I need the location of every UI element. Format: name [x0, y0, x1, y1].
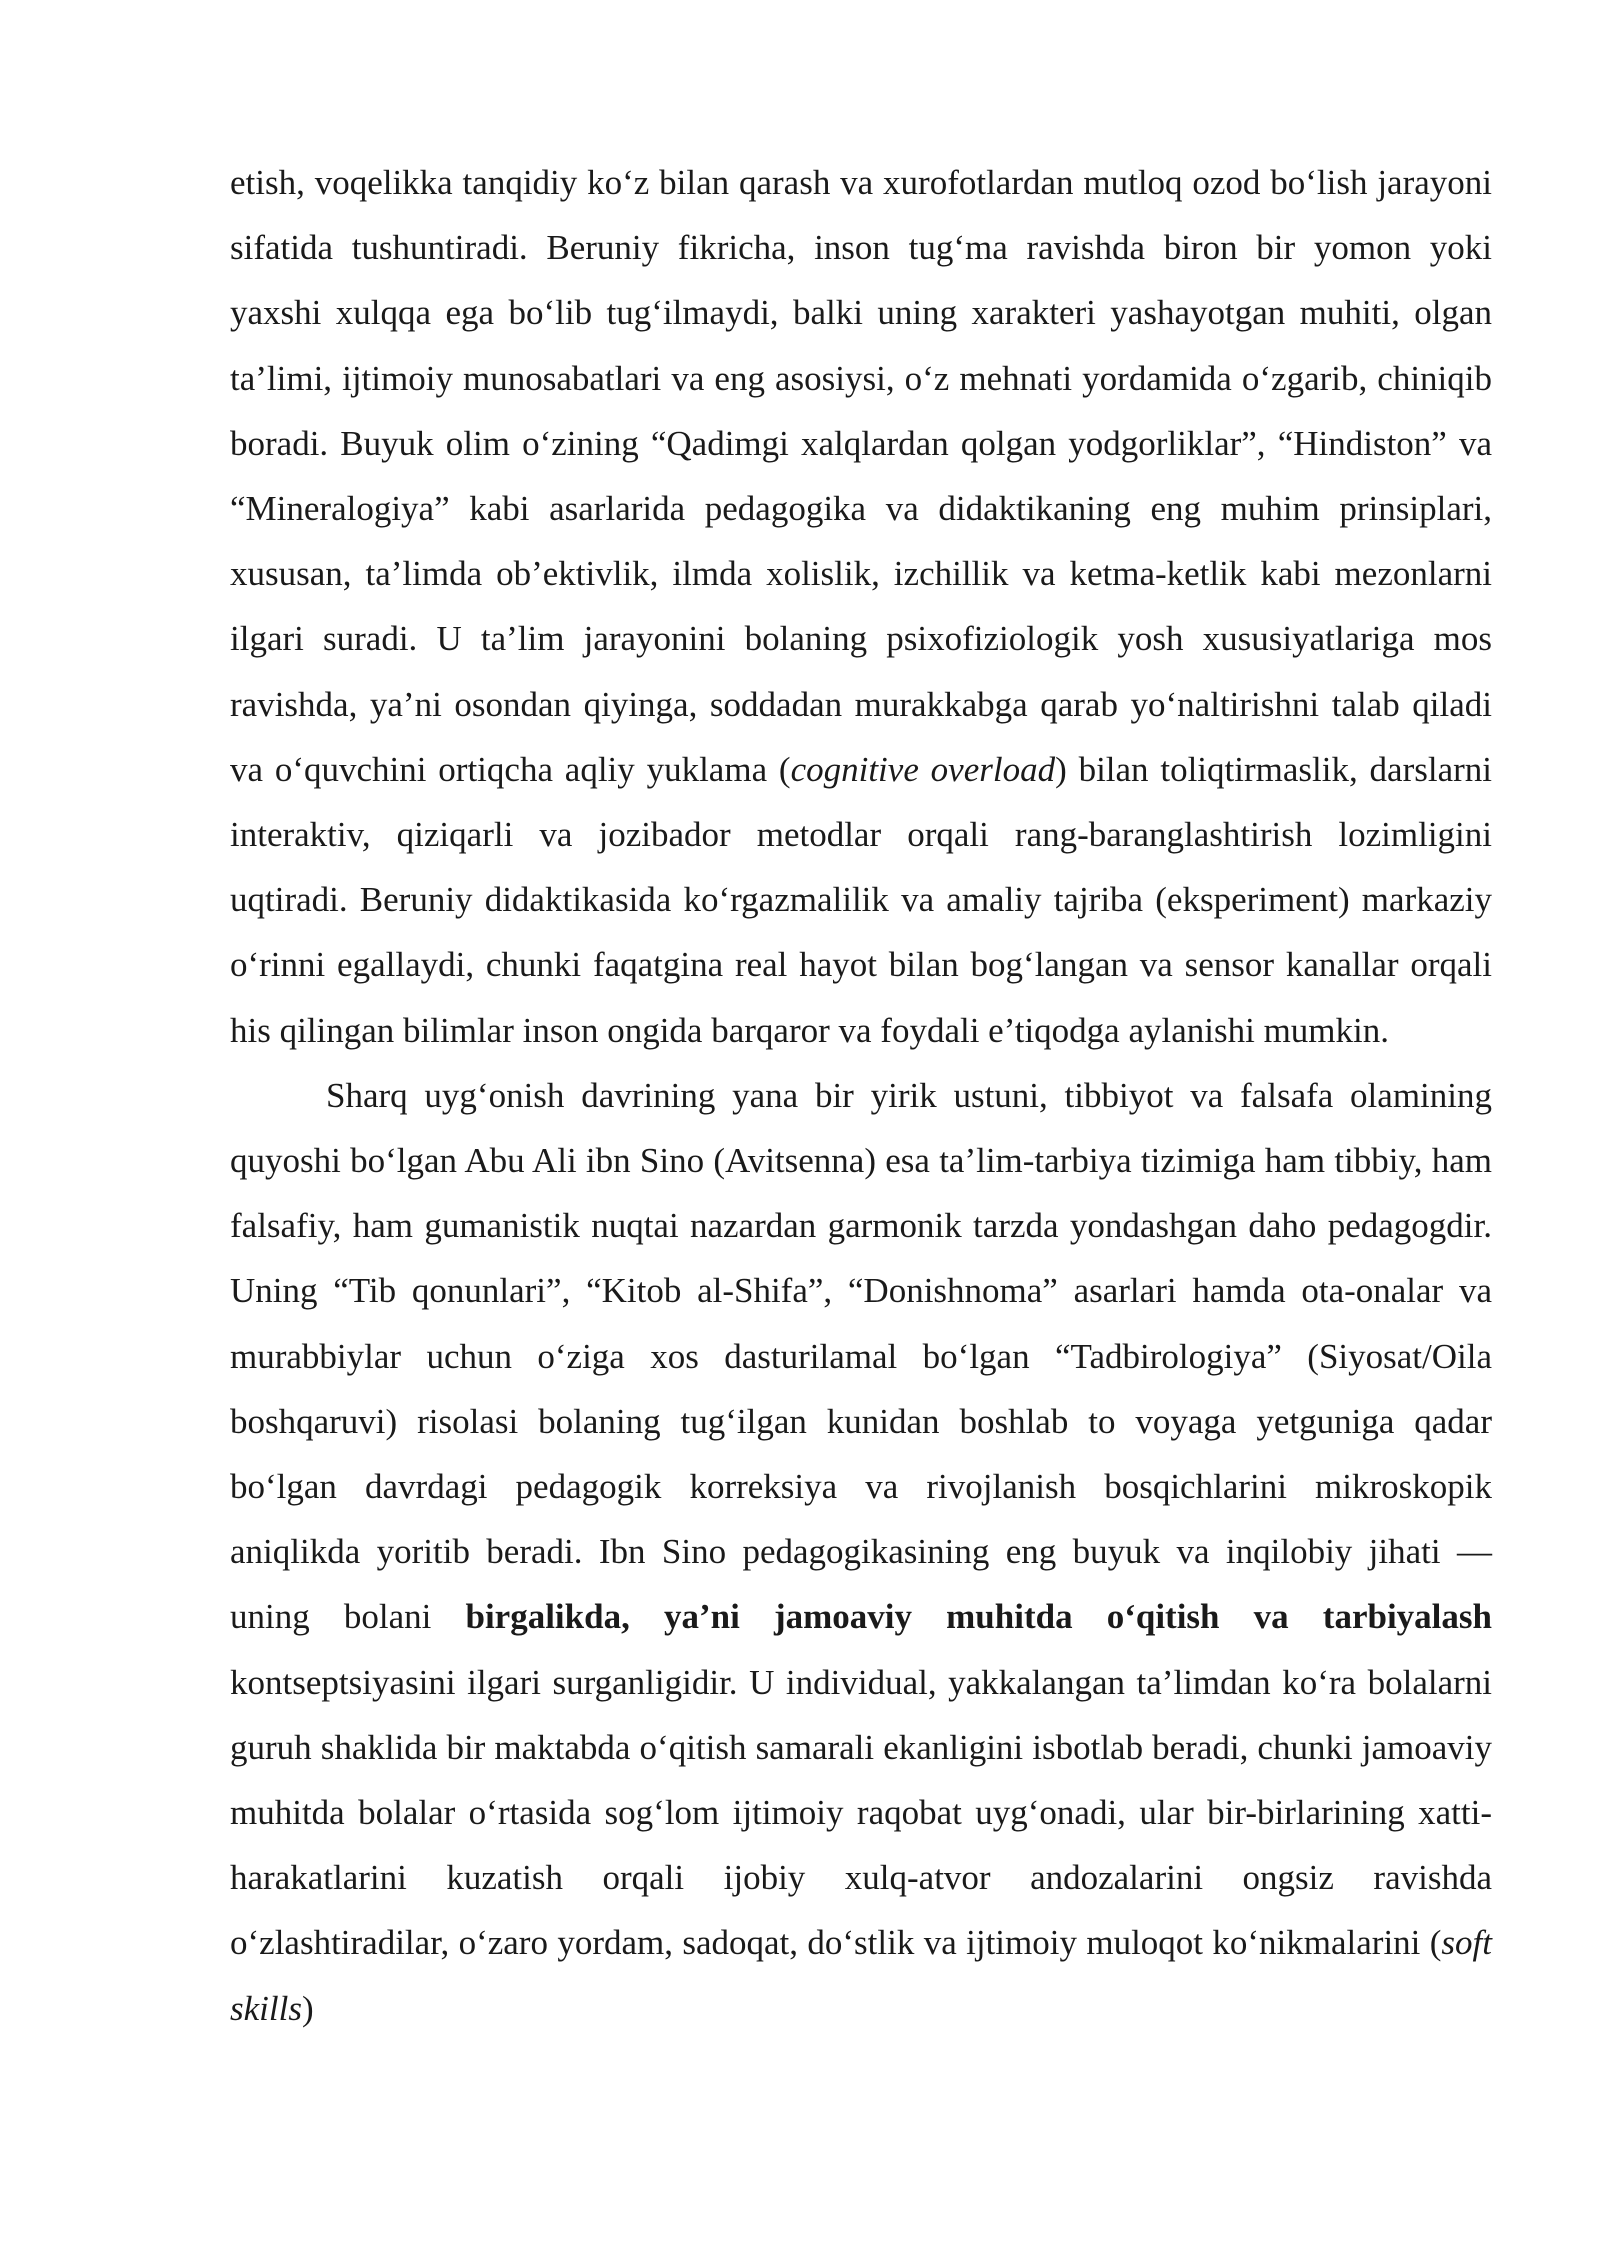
- italic-term: cognitive overload: [790, 749, 1056, 789]
- paragraph-ibn-sino: [230, 1063, 1492, 2041]
- paragraph-beruniy: [230, 150, 1492, 1063]
- bold-emphasis: birgalikda, ya’ni jamoaviy muhitda o‘qitish va tarbiyalash: [465, 1597, 1492, 1637]
- paragraph-text: Sharq uyg‘onish davrining yana bir yirik ustuni, tibbiyot va falsafa olamining quyoshi bo‘lgan Abu Ali ibn Sino (Avitsenna) esa ta’lim-tarbiya tizimiga ham tibbiy, ham falsafiy, ham gumanistik nuqtai nazardan garmonik tarzda yondashgan daho pedagogdir. Uning “Tib qonunlari”, “Kitob al-Shifa”, “Donishnoma” asarlari hamda ota-onalar va murabbiylar uchun o‘ziga xos dasturilamal bo‘lgan “Tadbirologiya” (Siyosat/Oila boshqaruvi) risolasi bolaning tug‘ilgan kunidan boshlab to voyaga yetguniga qadar bo‘lgan davrdagi pedagogik korreksiya va rivojlanish bosqichlarini mikroskopik aniqlikda yoritib beradi. Ibn Sino pedagogikasining eng buyuk va inqilobiy jihati — uning bolani: [230, 1075, 1492, 1637]
- italic-term: soft skills: [230, 1923, 1492, 2028]
- paragraph-text: ): [301, 1988, 314, 2028]
- paragraph-text: ) bilan toliqtirmaslik, darslarni interaktiv, qiziqarli va jozibador metodlar orqali rang-baranglashtirish lozimligini uqtiradi. Beruniy didaktikasida ko‘rgazmalilik va amaliy tajriba (eksperiment) markaziy o‘rinni egallaydi, chunki faqatgina real hayot bilan bog‘langan va sensor kanallar orqali his qilingan bilimlar inson ongida barqaror va foydali e’tiqodga aylanishi mumkin.: [230, 749, 1492, 1050]
- document-page: [230, 150, 1492, 2041]
- paragraph-text: etish, voqelikka tanqidiy ko‘z bilan qarash va xurofotlardan mutloq ozod bo‘lish jarayoni sifatida tushuntiradi. Beruniy fikricha, inson tug‘ma ravishda biron bir yomon yoki yaxshi xulqqa ega bo‘lib tug‘ilmaydi, balki uning xarakteri yashayotgan muhiti, olgan ta’limi, ijtimoiy munosabatlari va eng asosiysi, o‘z mehnati yordamida o‘zgarib, chiniqib boradi. Buyuk olim o‘zining “Qadimgi xalqlardan qolgan yodgorliklar”, “Hindiston” va “Mineralogiya” kabi asarlarida pedagogika va didaktikaning eng muhim prinsiplari, xususan, ta’limda ob’ektivlik, ilmda xolislik, izchillik va ketma-ketlik kabi mezonlarni ilgari suradi. U ta’lim jarayonini bolaning psixofiziologik yosh xususiyatlariga mos ravishda, ya’ni osondan qiyinga, soddadan murakkabga qarab yo‘naltirishni talab qiladi va o‘quvchini ortiqcha aqliy yuklama (: [230, 163, 1492, 789]
- paragraph-text: kontseptsiyasini ilgari surganligidir. U individual, yakkalangan ta’limdan ko‘ra bolalarni guruh shaklida bir maktabda o‘qitish samarali ekanligini isbotlab beradi, chunki jamoaviy muhitda bolalar o‘rtasida sog‘lom ijtimoiy raqobat uyg‘onadi, ular bir-birlarining xatti-harakatlarini kuzatish orqali ijobiy xulq-atvor andozalarini ongsiz ravishda o‘zlashtiradilar, o‘zaro yordam, sadoqat, do‘stlik va ijtimoiy muloqot ko‘nikmalarini (: [230, 1662, 1492, 1963]
